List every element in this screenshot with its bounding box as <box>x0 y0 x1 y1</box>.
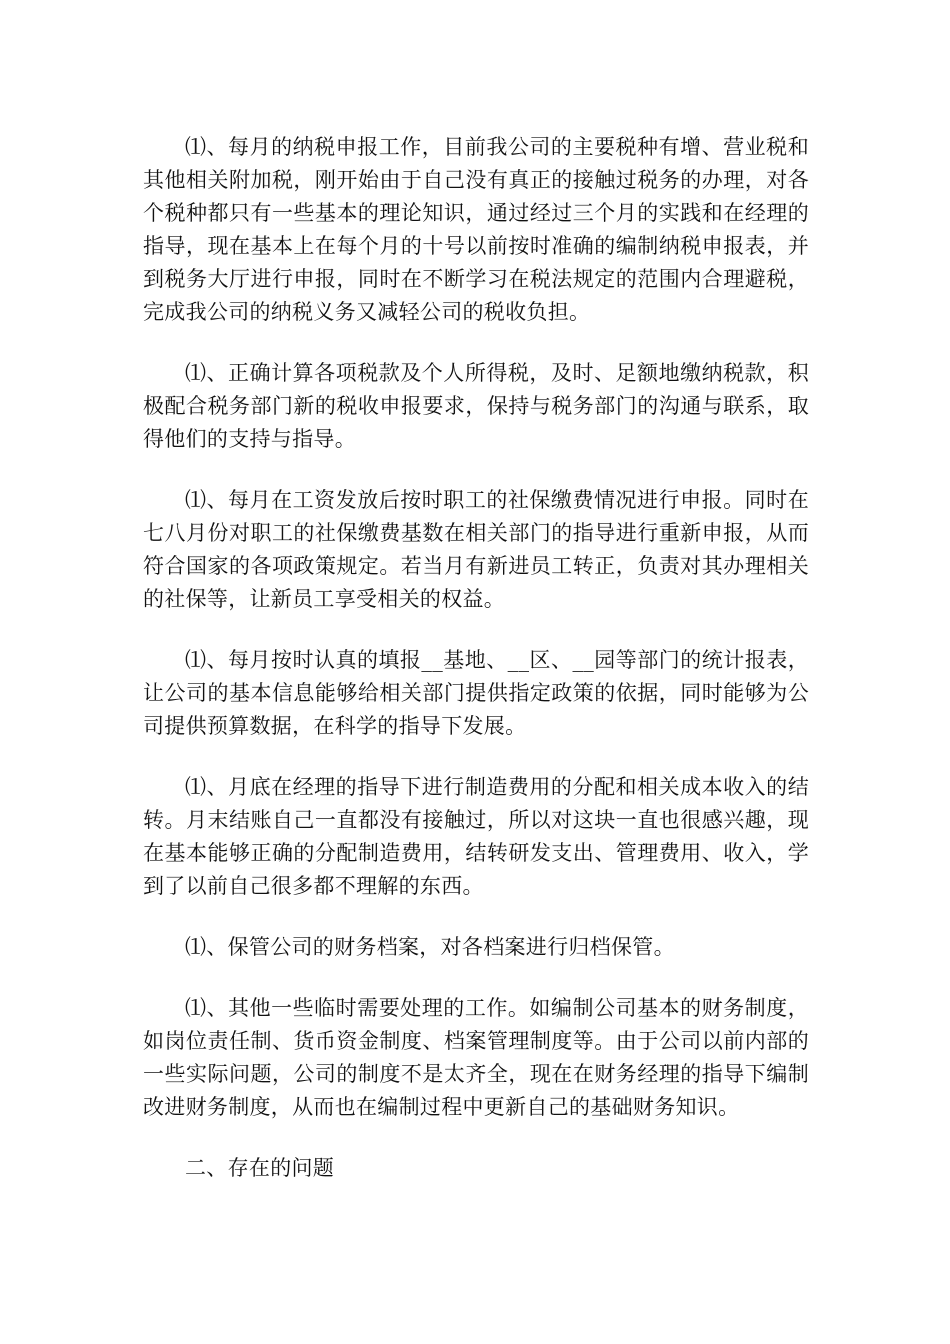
paragraph-social-insurance: ⑴、每月在工资发放后按时职工的社保缴费情况进行申报。同时在七八月份对职工的社保缴费基数在相关部门的指导进行重新申报，从而符合国家的各项政策规定。若当月有新进员工转正，负责对其办理相关的社保等，让新员工享受相关的权益。 <box>143 488 809 611</box>
paragraph-other-work: ⑴、其他一些临时需要处理的工作。如编制公司基本的财务制度，如岗位责任制、货币资金制度、档案管理制度等。由于公司以前内部的一些实际问题，公司的制度不是太齐全，现在在财务经理的指导下编制改进财务制度，从而也在编制过程中更新自己的基础财务知识。 <box>143 996 809 1119</box>
paragraph-month-end-closing: ⑴、月底在经理的指导下进行制造费用的分配和相关成本收入的结转。月末结账自己一直都没有接触过，所以对这块一直也很感兴趣，现在基本能够正确的分配制造费用，结转研发支出、管理费用、收入，学到了以前自己很多都不理解的东西。 <box>143 775 809 898</box>
section-heading-problems: 二、存在的问题 <box>185 1156 335 1180</box>
document-body <box>143 131 809 1185</box>
paragraph-tax-filing: ⑴、每月的纳税申报工作，目前我公司的主要税种有增、营业税和其他相关附加税，刚开始由于自己没有真正的接触过税务的办理，对各个税种都只有一些基本的理论知识，通过经过三个月的实践和在经理的指导，现在基本上在每个月的十号以前按时准确的编制纳税申报表，并到税务大厅进行申报，同时在不断学习在税法规定的范围内合理避税，完成我公司的纳税义务又减轻公司的税收负担。 <box>143 135 809 324</box>
paragraph-tax-payment: ⑴、正确计算各项税款及个人所得税，及时、足额地缴纳税款，积极配合税务部门新的税收申报要求，保持与税务部门的沟通与联系，取得他们的支持与指导。 <box>143 361 809 451</box>
paragraph-archive-keeping: ⑴、保管公司的财务档案，对各档案进行归档保管。 <box>185 935 675 959</box>
paragraph-statistics-report: ⑴、每月按时认真的填报__基地、__区、__园等部门的统计报表，让公司的基本信息能够给相关部门提供指定政策的依据，同时能够为公司提供预算数据，在科学的指导下发展。 <box>143 648 809 738</box>
